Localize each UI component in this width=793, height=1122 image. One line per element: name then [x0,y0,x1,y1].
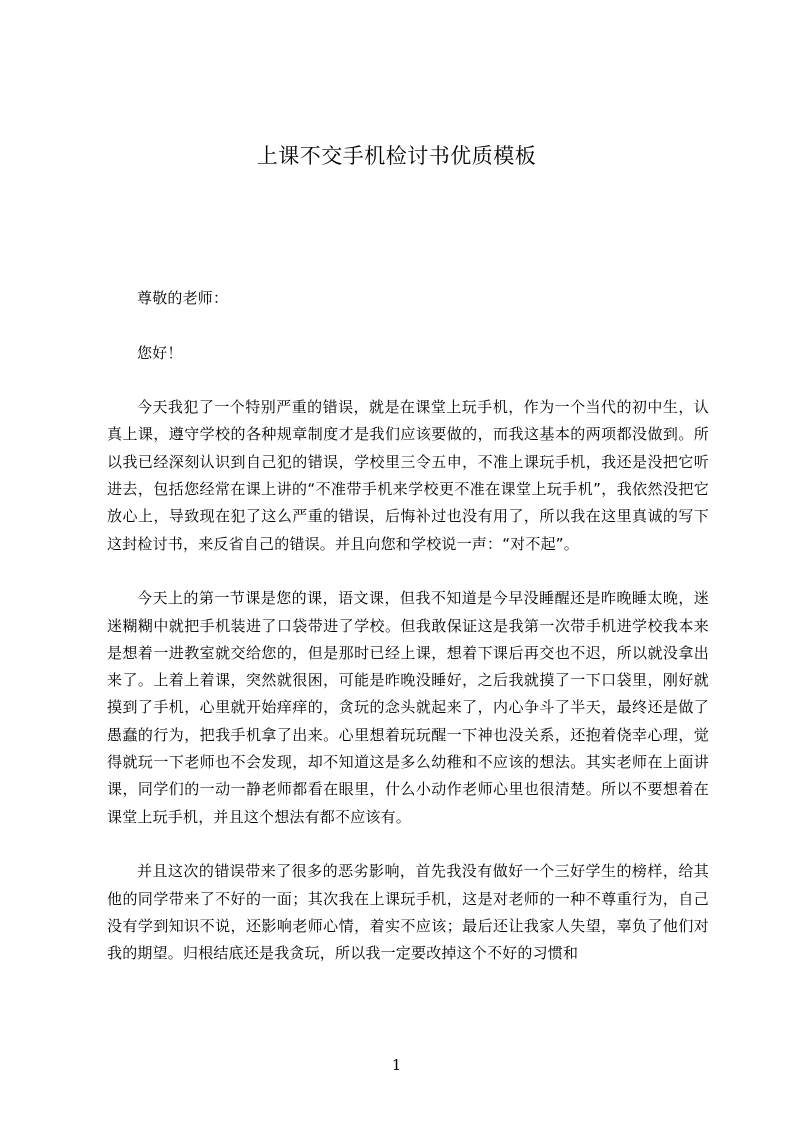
greeting: 您好！ [137,343,183,362]
body-paragraph-3: 并且这次的错误带来了很多的恶劣影响，首先我没有做好一个三好学生的榜样，给其他的同学带来了不好的一面；其次我在上课玩手机，这是对老师的一种不尊重行为，自己没有学到知识不说，还影响老师心情，着实不应该；最后还让我家人失望，辜负了他们对我的期望。归根结底还是我贪玩，所以我一定要改掉这个不好的习惯和 [107,862,709,963]
body-paragraph-1: 今天我犯了一个特别严重的错误，就是在课堂上玩手机，作为一个当代的初中生，认真上课，遵守学校的各种规章制度才是我们应该要做的，而我这基本的两项都没做到。所以我已经深刻认识到自己犯的错误，学校里三令五申，不准上课玩手机，我还是没把它听进去，包括您经常在课上讲的“不准带手机来学校更不准在课堂上玩手机”，我依然没把它放心上，导致现在犯了这么严重的错误，后悔补过也没有用了，所以我在这里真诚的写下这封检讨书，来反省自己的错误。并且向您和学校说一声：“对不起”。 [107,398,709,553]
document-body [107,285,709,967]
page-number: 1 [391,1056,402,1074]
salutation: 尊敬的老师： [137,289,229,307]
document-title: 上课不交手机检讨书优质模板 [256,144,537,168]
body-paragraph-2: 今天上的第一节课是您的课，语文课，但我不知道是今早没睡醒还是昨晚睡太晚，迷迷糊糊中就把手机装进了口袋带进了学校。但我敢保证这是我第一次带手机进学校我本来是想着一进教室就交给您的，但是那时已经上课，想着下课后再交也不迟，所以就没拿出来了。上着上着课，突然就很困，可能是昨晚没睡好，之后我就摸了一下口袋里，刚好就摸到了手机，心里就开始痒痒的，贪玩的念头就起来了，内心争斗了半天，最终还是做了愚蠢的行为，把我手机拿了出来。心里想着玩玩醒一下神也没关系，还抱着侥幸心理，觉得就玩一下老师也不会发现，却不知道这是多么幼稚和不应该的想法。其实老师在上面讲课，同学们的一动一静老师都看在眼里，什么小动作老师心里也很清楚。所以不要想着在课堂上玩手机，并且这个想法有都不应该有。 [107,589,709,826]
